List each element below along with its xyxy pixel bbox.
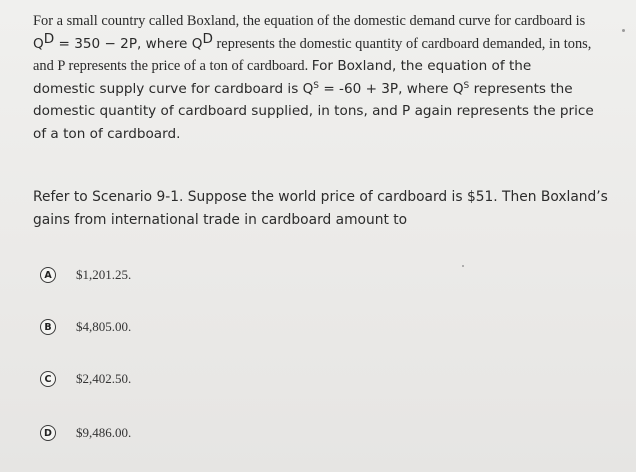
question-line-1: Refer to Scenario 9-1. Suppose the world price of cardboard is $51. Then Boxland’s [33,189,608,205]
option-a[interactable] [40,265,131,285]
scenario-line-3 [33,55,618,78]
stray-dot-mark-2 [462,265,464,267]
scenario-line-4 [33,78,618,101]
scenario-line-6: of a ton of cardboard. [33,125,181,142]
scenario-line-2 [33,30,618,56]
supply-description: represents the [469,80,573,97]
question-line-2: gains from international trade in cardboard amount to [33,212,408,228]
option-c-text: $2,402.50. [76,371,132,386]
supply-equation: = -60 + 3P, where Q [319,80,464,97]
scenario-line-1: For a small country called Boxland, the equation of the domestic demand curve for cardboard is [33,13,586,29]
option-a-letter-badge: A [40,267,56,283]
supply-intro: For Boxland, the equation of the [311,58,532,74]
option-b[interactable] [40,317,131,337]
option-d[interactable] [40,423,131,443]
option-a-text: $1,201.25. [76,267,132,282]
scenario-line-5: domestic quantity of cardboard supplied, in tons, and P again represents the price [33,103,594,119]
demand-description: represents the domestic quantity of cardboard demanded, in tons, [212,35,592,52]
supply-equation-intro: domestic supply curve for cardboard is Q [33,80,314,97]
option-d-text: $9,486.00. [76,425,132,440]
demand-equation: = 350 − 2P, where Q [54,35,203,52]
option-b-text: $4,805.00. [76,319,132,334]
option-c[interactable] [40,369,131,389]
demand-superscript-2: D [202,30,213,47]
stray-dot-mark [622,29,625,32]
scenario-text [33,10,618,145]
price-definition: and P represents the price of a ton of cardboard. [33,58,312,74]
option-d-letter-badge: D [40,425,56,441]
supply-superscript: S [313,80,320,91]
demand-q-symbol: Q [33,35,44,52]
supply-superscript-2: S [463,80,470,91]
demand-superscript: D [43,30,55,47]
option-b-letter-badge: B [40,319,56,335]
question-text [33,186,623,232]
option-c-letter-badge: C [40,371,56,387]
